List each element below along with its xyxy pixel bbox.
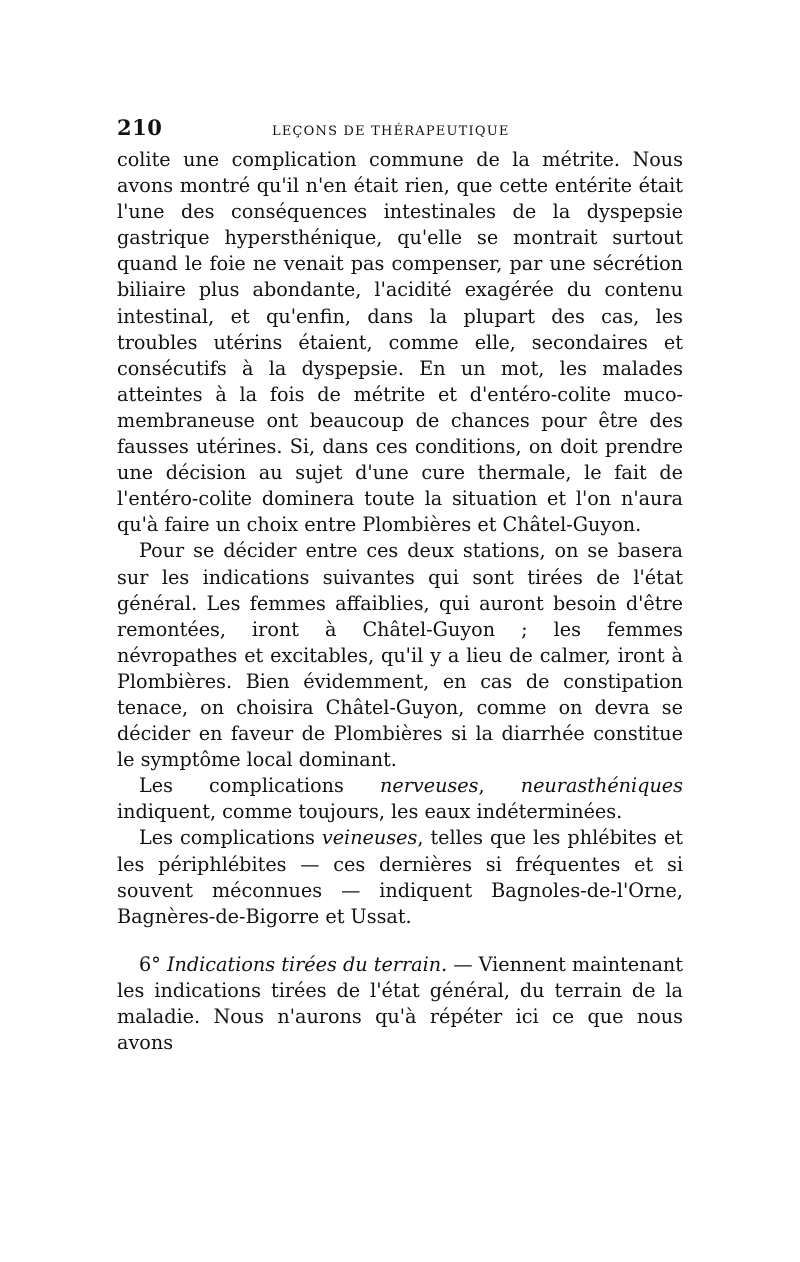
italic-term: nerveuses [380,774,479,798]
italic-term: veineuses [321,826,418,850]
section-heading: Indications tirées du terrain. [166,952,448,976]
paragraph-section-6 [117,952,683,1056]
section-number: 6° [139,952,167,976]
text-run: — Viennent maintenant les indications tirées de l'état général, du terrain de la maladie. Nous n'aurons qu'à répéter ici ce que nous avons [117,952,684,1055]
running-title: LEÇONS DE THÉRAPEUTIQUE [272,124,510,139]
paragraph-stations: Pour se décider entre ces deux stations, on se basera sur les indications suivantes qui sont tirées de l'état général. Les femmes affaiblies, qui auront besoin d'être remontées, iront à Châtel-Guyon ; les femmes névropathes et excitables, qu'il y a lieu de calmer, iront à Plombières. Bien évidemment, en cas de constipation tenace, on choisira Châtel-Guyon, comme on devra se décider en faveur de Plombières si la diarrhée constitue le symptôme local dominant. [117,539,683,772]
running-head [117,115,683,147]
italic-term: neurasthéniques [520,774,684,798]
paragraph-continuation: colite une complication commune de la métrite. Nous avons montré qu'il n'en était rien, que cette entérite était l'une des conséquences intestinales de la dyspepsie gastrique hypersthénique, qu'elle se montrait surtout quand le foie ne venait pas compenser, par une sécrétion biliaire plus abondante, l'acidité exagérée du contenu intestinal, et qu'enfin, dans la plupart des cas, les troubles utérins étaient, comme elle, secondaires et consécutifs à la dyspepsie. En un mot, les malades atteintes à la fois de métrite et d'entéro-colite muco-membraneuse ont beaucoup de chances pour être des fausses utérines. Si, dans ces conditions, on doit prendre une décision au sujet d'une cure thermale, le fait de l'entéro-colite dominera toute la situation et l'on n'aura qu'à faire un choix entre Plombières et Châtel-Guyon. [117,148,683,537]
text-run: , [478,774,521,798]
page-number: 210 [117,115,163,140]
text-run: Les complications [139,826,322,850]
paragraph-venous-complications [117,825,683,929]
paragraph-nervous-complications [117,773,683,825]
text-run: , telles que les phlébites et les périphlébites — ces dernières si fréquentes et si souvent méconnues — indiquent Bagnoles-de-l'Orne, Bagnères-de-Bigorre et Ussat. [117,826,683,928]
body-text [117,147,683,1056]
book-page [117,115,683,1056]
text-run: indiquent, comme toujours, les eaux indéterminées. [117,800,623,824]
text-run: Les complications [139,774,380,798]
